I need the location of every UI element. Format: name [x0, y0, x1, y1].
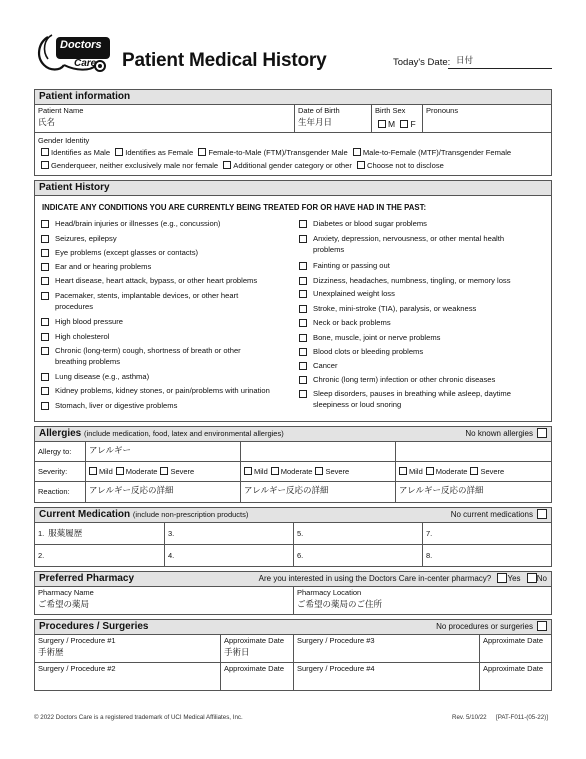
dob-field[interactable] [295, 105, 372, 133]
severity-option-label: Severe [480, 467, 505, 476]
patient-name-label: Patient Name [38, 106, 84, 115]
procedure-3-date-field[interactable] [480, 635, 552, 663]
footer-revision: Rev. 5/10/22 [452, 714, 487, 721]
footer-form-code: [PAT-F011-(05-22)] [496, 714, 548, 721]
condition-checkbox[interactable] [41, 347, 49, 355]
allergy-to-field[interactable] [86, 442, 241, 462]
condition-label: Kidney problems, kidney stones, or pain/problems with urination [55, 386, 270, 395]
medication-field[interactable] [35, 523, 165, 545]
severity-option-label: Moderate [125, 467, 158, 476]
condition-checkbox[interactable] [41, 318, 49, 326]
procedure-2-date-label: Approximate Date [224, 664, 285, 673]
allergy-label-text: Reaction: [38, 487, 70, 496]
condition-label: Cancer [313, 361, 338, 370]
condition-item [41, 401, 291, 412]
pharmacy-name-field[interactable] [35, 587, 294, 615]
allergies-heading [35, 427, 551, 442]
pharmacy-yes-label: Yes [507, 574, 521, 583]
medication-field[interactable] [423, 545, 552, 567]
gender-other-label: Additional gender category or other [233, 161, 352, 170]
allergy-label-text: Allergy to: [38, 447, 72, 456]
condition-checkbox[interactable] [299, 334, 307, 342]
condition-item [41, 276, 291, 287]
medication-number: 8. [426, 551, 433, 560]
allergy-reaction-value: アレルギー反応の詳細 [399, 486, 484, 496]
allergy-reaction-value: アレルギー反応の詳細 [244, 486, 329, 496]
pronouns-label: Pronouns [426, 106, 459, 115]
condition-label: Head/brain injuries or illnesses (e.g., concussion) [55, 219, 221, 228]
condition-item [299, 219, 529, 230]
medication-number: 1. [38, 529, 45, 538]
condition-checkbox[interactable] [299, 319, 307, 327]
allergy-label-text: Severity: [38, 467, 68, 476]
gender-mtf-checkbox[interactable] [353, 148, 361, 156]
procedures-heading [35, 620, 551, 635]
no-known-allergies-label: No known allergies [465, 429, 533, 438]
allergy-to-field[interactable] [241, 442, 396, 462]
condition-checkbox[interactable] [41, 373, 49, 381]
condition-item [299, 261, 529, 272]
condition-item [299, 318, 529, 329]
condition-item [41, 372, 291, 383]
condition-item [299, 304, 529, 315]
medication-subtitle: (include non-prescription products) [132, 510, 249, 519]
sex-f-checkbox[interactable] [400, 120, 408, 128]
condition-label: breathing problems [55, 356, 121, 366]
no-procedures-checkbox[interactable] [537, 621, 547, 631]
condition-checkbox[interactable] [299, 362, 307, 370]
procedures-section [34, 619, 552, 691]
history-instruction: INDICATE ANY CONDITIONS YOU ARE CURRENTLY BEING TREATED FOR OR HAVE HAD IN THE PAST: [42, 203, 427, 212]
severity-checkbox[interactable] [426, 467, 434, 475]
pharmacy-title: Preferred Pharmacy [39, 573, 135, 584]
procedure-3-field[interactable] [294, 635, 480, 663]
medication-number: 7. [426, 529, 433, 538]
severity-checkbox[interactable] [315, 467, 323, 475]
condition-label: sleepiness or loud snoring [313, 399, 402, 409]
medication-number: 3. [168, 529, 175, 538]
gender-female-label: Identifies as Female [125, 148, 194, 157]
gender-identity-row-1 [41, 148, 511, 157]
condition-item [299, 361, 529, 372]
condition-checkbox[interactable] [41, 333, 49, 341]
medication-number: 2. [38, 551, 45, 560]
medication-field[interactable] [423, 523, 552, 545]
dob-value: 生年月日 [298, 118, 333, 128]
severity-checkbox[interactable] [399, 467, 407, 475]
condition-checkbox[interactable] [299, 290, 307, 298]
procedure-1-date-label: Approximate Date [224, 636, 285, 645]
allergy-severity-field [396, 462, 552, 482]
pharmacy-location-field[interactable] [294, 587, 552, 615]
patient-history-section [34, 180, 552, 422]
sex-f-label: F [410, 119, 416, 129]
procedure-4-date-label: Approximate Date [483, 664, 544, 673]
condition-checkbox[interactable] [41, 277, 49, 285]
condition-label: Anxiety, depression, nervousness, or other mental health [313, 234, 505, 243]
condition-label: procedures [55, 301, 93, 311]
procedure-3-label: Surgery / Procedure #3 [297, 636, 375, 645]
severity-checkbox[interactable] [160, 467, 168, 475]
procedure-1-value: 手術歴 [38, 648, 64, 658]
sex-m-label: M [388, 119, 396, 129]
patient-information-heading: Patient information [35, 90, 551, 105]
condition-checkbox[interactable] [299, 376, 307, 384]
footer-copyright: © 2022 Doctors Care is a registered trademark of UCI Medical Affiliates, Inc. [34, 714, 243, 721]
birth-sex-field [372, 105, 423, 133]
condition-label: Dizziness, headaches, numbness, tingling, or memory loss [313, 276, 511, 285]
severity-option-label: Mild [99, 467, 113, 476]
condition-checkbox[interactable] [41, 249, 49, 257]
medication-field[interactable] [165, 545, 294, 567]
condition-item [299, 389, 529, 410]
severity-option-label: Moderate [435, 467, 468, 476]
allergy-reaction-field[interactable] [396, 482, 552, 502]
procedure-2-label: Surgery / Procedure #2 [38, 664, 116, 673]
condition-checkbox[interactable] [299, 390, 307, 398]
condition-item [299, 234, 529, 255]
medication-number: 4. [168, 551, 175, 560]
condition-label: Stroke, mini-stroke (TIA), paralysis, or weakness [313, 304, 477, 313]
allergies-subtitle: (include medication, food, latex and environmental allergies) [84, 429, 284, 438]
procedure-4-field[interactable] [294, 663, 480, 691]
condition-checkbox[interactable] [41, 387, 49, 395]
severity-checkbox[interactable] [470, 467, 478, 475]
medication-number: 5. [297, 529, 304, 538]
allergy-row-label [35, 442, 86, 462]
allergy-to-field[interactable] [396, 442, 552, 462]
gender-other-checkbox[interactable] [223, 161, 231, 169]
pharmacy-name-label: Pharmacy Name [38, 588, 94, 597]
pharmacy-question [259, 572, 547, 586]
condition-item [299, 289, 529, 300]
page-title: Patient Medical History [122, 50, 327, 71]
procedure-1-field[interactable] [35, 635, 221, 663]
pharmacy-no-label: No [536, 574, 547, 583]
severity-option-label: Severe [170, 467, 195, 476]
condition-label: Pacemaker, stents, implantable devices, or other heart [55, 291, 239, 300]
allergies-title: Allergies [39, 428, 82, 439]
condition-item [41, 291, 291, 312]
logo-text-top: Doctors [60, 39, 102, 51]
condition-item [41, 219, 291, 230]
procedure-4-date-field[interactable] [480, 663, 552, 691]
logo-text-bottom: Care [74, 58, 97, 69]
condition-item [299, 333, 529, 344]
gender-male-checkbox[interactable] [41, 148, 49, 156]
condition-label: Eye problems (except glasses or contacts) [55, 248, 199, 257]
condition-label: Unexplained weight loss [313, 289, 395, 298]
condition-label: Heart disease, heart attack, bypass, or other heart problems [55, 276, 258, 285]
condition-label: Seizures, epilepsy [55, 234, 117, 243]
no-procedures-label: No procedures or surgeries [436, 622, 533, 631]
patient-name-field[interactable] [35, 105, 295, 133]
patient-history-heading: Patient History [35, 181, 551, 196]
allergy-reaction-field[interactable] [86, 482, 241, 502]
procedure-2-field[interactable] [35, 663, 221, 691]
pharmacy-no-checkbox[interactable] [527, 573, 537, 583]
pronouns-field[interactable] [423, 105, 552, 133]
procedures-title: Procedures / Surgeries [39, 621, 149, 632]
doctors-care-logo [36, 33, 114, 75]
severity-checkbox[interactable] [244, 467, 252, 475]
gender-mtf-label: Male-to-Female (MTF)/Transgender Female [362, 148, 512, 157]
condition-item [299, 347, 529, 358]
condition-label: Stomach, liver or digestive problems [55, 401, 178, 410]
medication-field[interactable] [165, 523, 294, 545]
procedure-1-label: Surgery / Procedure #1 [38, 636, 116, 645]
gender-ftm-label: Female-to-Male (FTM)/Transgender Male [208, 148, 348, 157]
procedure-4-label: Surgery / Procedure #4 [297, 664, 375, 673]
condition-item [41, 248, 291, 259]
procedure-3-date-label: Approximate Date [483, 636, 544, 645]
gender-identity-row-2 [41, 161, 444, 170]
gender-genderqueer-label: Genderqueer, neither exclusively male nor female [51, 161, 219, 170]
medication-field[interactable] [294, 545, 423, 567]
condition-item [41, 262, 291, 273]
condition-checkbox[interactable] [299, 220, 307, 228]
pharmacy-location-label: Pharmacy Location [297, 588, 362, 597]
condition-checkbox[interactable] [299, 348, 307, 356]
allergy-severity-field [241, 462, 396, 482]
condition-item [41, 346, 291, 367]
allergy-severity-field [86, 462, 241, 482]
condition-item [41, 317, 291, 328]
no-current-medications-checkbox[interactable] [537, 509, 547, 519]
procedure-2-date-field[interactable] [221, 663, 294, 691]
sex-m-checkbox[interactable] [378, 120, 386, 128]
medication-title: Current Medication [39, 509, 131, 520]
severity-option-label: Mild [409, 467, 423, 476]
allergy-reaction-field[interactable] [241, 482, 396, 502]
gender-not-disclose-checkbox[interactable] [357, 161, 365, 169]
allergies-section [34, 426, 552, 503]
condition-checkbox[interactable] [41, 235, 49, 243]
medication-field[interactable] [294, 523, 423, 545]
condition-label: problems [313, 244, 345, 254]
pharmacy-heading [35, 572, 551, 587]
gender-genderqueer-checkbox[interactable] [41, 161, 49, 169]
condition-label: Ear and or hearing problems [55, 262, 152, 271]
today-date-label: Today's Date: [393, 57, 451, 68]
condition-checkbox[interactable] [299, 235, 307, 243]
severity-option-label: Severe [325, 467, 350, 476]
pharmacy-yes-checkbox[interactable] [497, 573, 507, 583]
no-current-medications [451, 508, 547, 522]
condition-checkbox[interactable] [41, 402, 49, 410]
severity-checkbox[interactable] [271, 467, 279, 475]
gender-male-label: Identifies as Male [51, 148, 111, 157]
medication-number: 6. [297, 551, 304, 560]
allergy-row-label [35, 482, 86, 502]
no-known-allergies [465, 427, 547, 441]
condition-label: Lung disease (e.g., asthma) [55, 372, 150, 381]
condition-checkbox[interactable] [41, 292, 49, 300]
condition-checkbox[interactable] [41, 220, 49, 228]
gender-not-disclose-label: Choose not to disclose [367, 161, 444, 170]
allergy-reaction-value: アレルギー反応の詳細 [89, 486, 174, 496]
condition-checkbox[interactable] [299, 277, 307, 285]
procedure-1-date-value: 手術日 [224, 648, 250, 658]
gender-female-checkbox[interactable] [115, 148, 123, 156]
condition-item [41, 234, 291, 245]
allergy-row-label [35, 462, 86, 482]
no-procedures [436, 620, 547, 634]
preferred-pharmacy-section [34, 571, 552, 615]
condition-label: Blood clots or bleeding problems [313, 347, 424, 356]
condition-label: Diabetes or blood sugar problems [313, 219, 427, 228]
severity-option-label: Mild [254, 467, 268, 476]
current-medication-section [34, 507, 552, 567]
severity-checkbox[interactable] [89, 467, 97, 475]
medication-field[interactable] [35, 545, 165, 567]
medication-heading [35, 508, 551, 523]
condition-label: Chronic (long-term) cough, shortness of breath or other [55, 346, 241, 355]
today-date-value: 日付 [456, 56, 474, 66]
procedure-1-date-field[interactable] [221, 635, 294, 663]
no-current-medications-label: No current medications [450, 510, 533, 519]
medication-value: 服薬履歴 [48, 529, 83, 539]
today-date-field[interactable] [448, 54, 552, 69]
condition-item [41, 386, 291, 397]
condition-label: Sleep disorders, pauses in breathing while asleep, daytime [313, 389, 511, 398]
patient-name-value: 氏名 [38, 118, 56, 128]
severity-option-label: Moderate [280, 467, 313, 476]
dob-label: Date of Birth [298, 106, 340, 115]
condition-label: High cholesterol [55, 332, 110, 341]
condition-item [299, 276, 529, 287]
birth-sex-label: Birth Sex [375, 106, 406, 115]
condition-label: Fainting or passing out [313, 261, 390, 270]
patient-information-section [34, 89, 552, 176]
condition-item [299, 375, 529, 386]
condition-checkbox[interactable] [299, 262, 307, 270]
condition-label: Chronic (long term) infection or other chronic diseases [313, 375, 496, 384]
condition-label: High blood pressure [55, 317, 123, 326]
condition-checkbox[interactable] [299, 305, 307, 313]
condition-label: Bone, muscle, joint or nerve problems [313, 333, 441, 342]
allergy-to-value: アレルギー [89, 446, 131, 456]
pharmacy-question-label: Are you interested in using the Doctors Care in-center pharmacy? [258, 574, 492, 583]
gender-ftm-checkbox[interactable] [198, 148, 206, 156]
pharmacy-name-value: ご希望の薬局 [38, 600, 90, 610]
pharmacy-location-value: ご希望の薬局のご住所 [297, 600, 383, 610]
gender-identity-label: Gender Identity [38, 136, 90, 145]
condition-label: Neck or back problems [313, 318, 391, 327]
no-known-allergies-checkbox[interactable] [537, 428, 547, 438]
condition-checkbox[interactable] [41, 263, 49, 271]
severity-checkbox[interactable] [116, 467, 124, 475]
condition-item [41, 332, 291, 343]
